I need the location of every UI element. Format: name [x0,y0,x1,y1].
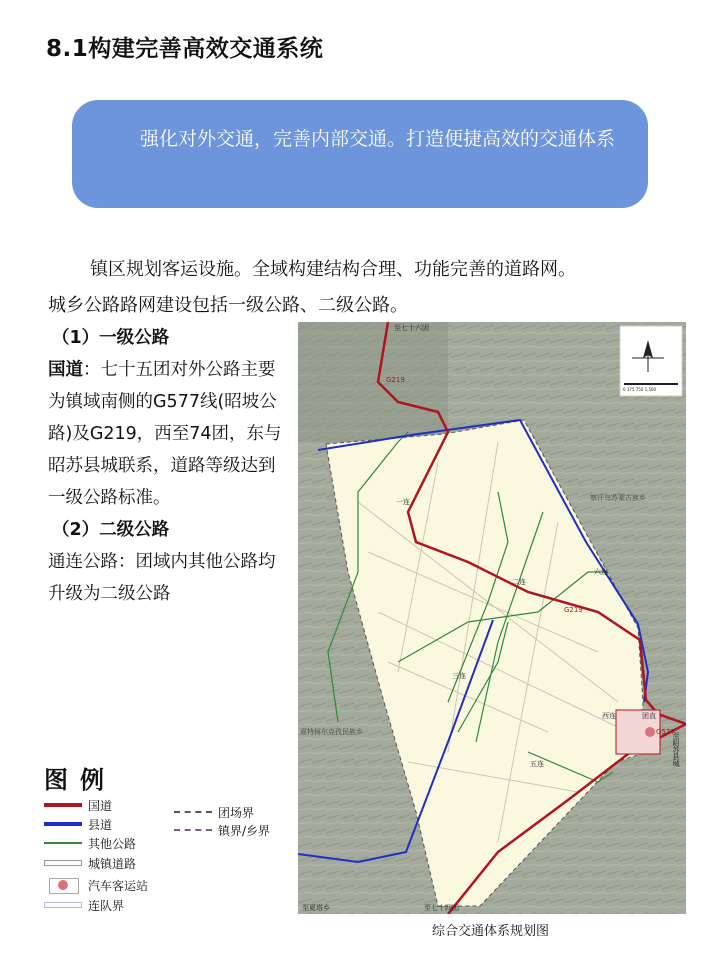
legend-label: 国道 [88,798,113,813]
legend-item-town-road [44,855,136,871]
map-label-tuanqu: 团直 [642,712,656,720]
map-label-wulian: 五连 [530,760,544,768]
legend-label: 连队界 [88,898,125,913]
map-label-g577: G577 [656,728,675,736]
map-label-top: 至七十六团 [394,324,429,332]
compass-box [620,326,682,396]
bus-station-icon [44,880,82,890]
level1-heading: （1）一级公路 [52,328,170,348]
map-label-right: 至昭苏县城 [672,732,680,767]
legend-title: 图例 [44,766,116,794]
legend-item-other-road [44,835,136,851]
legend-symbol-town-boundary [174,825,212,835]
legend-symbol-national-road [44,800,82,810]
legend-label: 镇界/乡界 [218,823,271,838]
legend-symbol-county-road [44,819,82,829]
section-title: 8.1构建完善高效交通系统 [46,36,324,62]
legend-item-town-boundary [174,822,270,838]
legend-label: 县道 [88,817,113,832]
map-label-xilian: 西连 [602,712,616,720]
level1-text: ：七十五团对外公路主要为镇域南侧的G577线(昭坡公路)及G219，西至74团，东与昭苏县城联系，道路等级达到一级公路标准。 [48,360,282,508]
map-label-sanlian: 三连 [452,672,466,680]
legend-label: 城镇道路 [88,856,137,871]
road-classification [48,322,288,610]
level2-text: 通连公路：团域内其他公路均升级为二级公路 [48,552,276,604]
legend-item-national-road [44,797,112,813]
map-label-g219-b: G219 [564,606,583,614]
map-label-bottom: 至七十四团 [424,904,459,912]
bus-station-icon [645,727,655,737]
legend-symbol-company-boundary [44,900,82,910]
map-label-west-town: 夏特柯尔克孜民族乡 [300,728,363,736]
legend-symbol-farm-boundary [174,807,212,817]
intro-paragraph [48,252,676,324]
level2-heading: （2）二级公路 [52,520,170,540]
legend-label: 其他公路 [88,836,137,851]
map-label-erlian: 二连 [512,578,526,586]
map-label-east-town: 察汗乌苏蒙古族乡 [590,494,646,502]
transport-map [298,322,686,914]
intro-line-2: 城乡公路路网建设包括一级公路、二级公路。 [48,295,408,316]
map-svg [298,322,686,914]
legend-label: 汽车客运站 [88,878,149,893]
map-label-yilian: 一连 [396,498,410,506]
legend-label: 团场界 [218,805,255,820]
legend-item-farm-boundary [174,804,254,820]
legend-item-company-boundary [44,897,124,913]
legend-symbol-town-road [44,858,82,868]
banner-text: 强化对外交通，完善内部交通。打造便捷高效的交通体系 [140,128,616,150]
legend-item-county-road [44,816,112,832]
scale-label: 0 375 750 1,500 [623,387,657,392]
intro-line-1: 镇区规划客运设施。全域构建结构合理、功能完善的道路网。 [90,259,576,280]
legend-symbol-other-road [44,838,82,848]
map-label-liulian: 六连 [594,568,608,576]
map-caption: 综合交通体系规划图 [432,924,550,939]
map-label-g219: G219 [386,376,405,384]
summary-banner [72,100,648,208]
level1-body [48,354,288,514]
legend-item-bus-station [44,877,148,893]
level1-label: 国道 [48,360,83,380]
mountain-shade [298,322,448,442]
map-label-bottom-left: 至夏塔乡 [302,904,330,912]
